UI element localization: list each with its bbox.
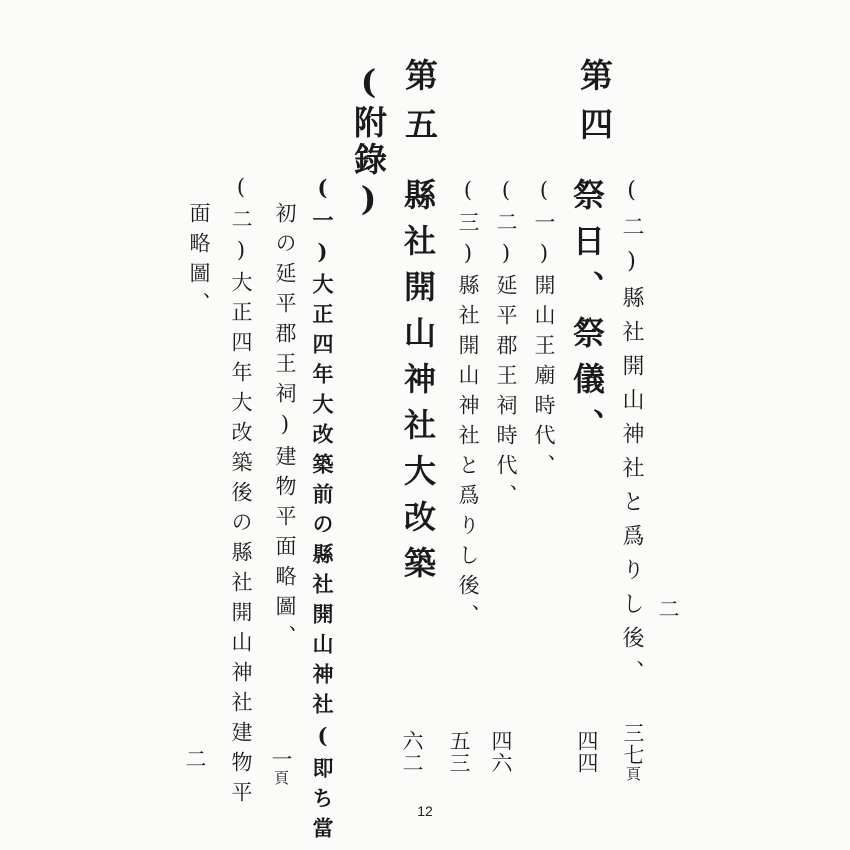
continuation-marker: 二 <box>656 598 680 620</box>
toc-entry-ch4-2: (二)縣社開山神社と爲りし後、 <box>619 178 644 694</box>
page-unit-label: 頁 <box>624 766 642 782</box>
toc-entry-ch4-2-page: 三七頁 <box>621 722 645 782</box>
toc-entry-fest-1: (一)開山王廟時代、 <box>532 178 556 484</box>
chapter-heading-4: 第四 <box>575 58 614 156</box>
toc-entry-appendix-2: (二)大正四年大改築後の縣社開山神社建物平 <box>229 175 253 811</box>
chapter-heading-5: 第五 <box>400 58 439 156</box>
toc-entry-fest-1-page: 四四 <box>575 730 599 774</box>
page-number: 12 <box>417 803 433 819</box>
toc-entry-appendix-2-cont: 面略圖、 <box>187 202 211 322</box>
toc-entry-fest-2: (二)延平郡王祠時代、 <box>494 178 518 514</box>
section-heading-festivals: 祭日、祭儀、 <box>568 178 606 454</box>
appendix-heading: (附錄) <box>349 62 388 222</box>
toc-entry-appendix-1-page: 一頁 <box>269 748 293 786</box>
toc-entry-fest-3-page: 五三 <box>447 730 471 774</box>
toc-entry-appendix-1-cont: 初の延平郡王祠)建物平面略圖、 <box>273 202 297 655</box>
toc-entry-appendix-1: (一)大正四年大改築前の縣社開山神社(即ち當 <box>310 175 335 847</box>
toc-entry-fest-3: (三)縣社開山神社と爲りし後、 <box>456 178 480 634</box>
page-unit-label: 頁 <box>272 770 290 786</box>
section-heading-renovation: 縣社開山神社大改築 <box>399 178 437 592</box>
toc-entry-renovation-page: 六二 <box>400 730 424 774</box>
toc-entry-fest-2-page: 四六 <box>489 730 513 774</box>
toc-entry-appendix-2-page: 二 <box>183 748 207 770</box>
